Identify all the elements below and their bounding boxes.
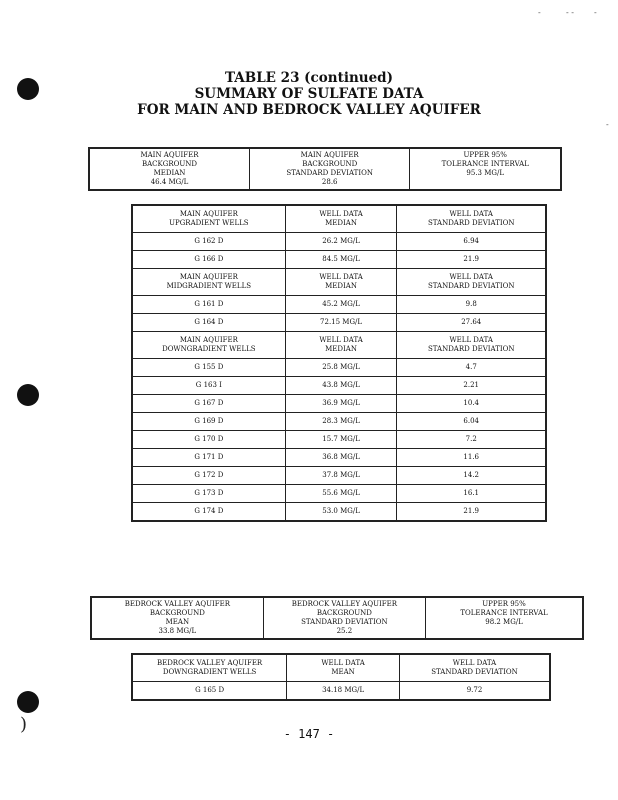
well-id-cell: G 172 D — [132, 467, 285, 485]
table-row — [132, 503, 546, 522]
table-title — [0, 70, 618, 118]
stddev-cell: 4.7 — [397, 359, 546, 377]
binder-hole-bottom — [17, 691, 39, 713]
median-cell: 34.18 MG/L — [287, 682, 400, 701]
header-cell: WELL DATA MEDIAN — [285, 269, 397, 296]
median-cell: 84.5 MG/L — [285, 251, 397, 269]
main-aquifer-summary — [88, 147, 562, 191]
table-row — [132, 413, 546, 431]
table-row — [132, 233, 546, 251]
main-background-stddev: MAIN AQUIFER BACKGROUND STANDARD DEVIATION 28.6 — [249, 148, 409, 190]
well-id-cell: G 169 D — [132, 413, 285, 431]
table-row — [132, 449, 546, 467]
median-cell: 53.0 MG/L — [285, 503, 397, 522]
title-line-2: SUMMARY OF SULFATE DATA — [194, 86, 424, 102]
table-row — [132, 682, 550, 701]
stddev-cell: 27.64 — [397, 314, 546, 332]
well-id-cell: G 165 D — [132, 682, 287, 701]
header-cell: WELL DATA STANDARD DEVIATION — [400, 654, 550, 682]
header-cell: MAIN AQUIFER UPGRADIENT WELLS — [132, 205, 285, 233]
page-number: - 147 - — [283, 727, 335, 741]
well-id-cell: G 171 D — [132, 449, 285, 467]
title-line-1: TABLE 23 (continued) — [225, 70, 393, 86]
median-cell: 28.3 MG/L — [285, 413, 397, 431]
median-cell: 43.8 MG/L — [285, 377, 397, 395]
table-row — [132, 314, 546, 332]
header-cell: BEDROCK VALLEY AQUIFER DOWNGRADIENT WELLS — [132, 654, 287, 682]
stddev-cell: 21.9 — [397, 503, 546, 522]
header-cell: WELL DATA MEAN — [287, 654, 400, 682]
stddev-cell: 9.8 — [397, 296, 546, 314]
title-line-3: FOR MAIN AND BEDROCK VALLEY AQUIFER — [137, 102, 481, 118]
well-id-cell: G 166 D — [132, 251, 285, 269]
well-id-cell: G 167 D — [132, 395, 285, 413]
median-cell: 25.8 MG/L — [285, 359, 397, 377]
table-row — [132, 467, 546, 485]
table-row — [132, 485, 546, 503]
well-id-cell: G 170 D — [132, 431, 285, 449]
median-cell: 26.2 MG/L — [285, 233, 397, 251]
well-id-cell: G 163 I — [132, 377, 285, 395]
section-header-row — [132, 205, 546, 233]
bedrock-aquifer-summary — [90, 596, 584, 640]
section-header-row — [132, 654, 550, 682]
header-cell: WELL DATA MEDIAN — [285, 332, 397, 359]
header-cell: WELL DATA MEDIAN — [285, 205, 397, 233]
stddev-cell: 2.21 — [397, 377, 546, 395]
table-row — [132, 431, 546, 449]
scan-mark-curl: ) — [20, 714, 28, 735]
stddev-cell: 21.9 — [397, 251, 546, 269]
median-cell: 15.7 MG/L — [285, 431, 397, 449]
table-row — [132, 251, 546, 269]
main-aquifer-well-table — [131, 204, 547, 522]
table-row — [132, 395, 546, 413]
stddev-cell: 16.1 — [397, 485, 546, 503]
well-id-cell: G 173 D — [132, 485, 285, 503]
well-id-cell: G 155 D — [132, 359, 285, 377]
binder-hole-middle — [17, 384, 39, 406]
well-id-cell: G 161 D — [132, 296, 285, 314]
bedrock-aquifer-well-table — [131, 653, 551, 701]
well-id-cell: G 164 D — [132, 314, 285, 332]
median-cell: 45.2 MG/L — [285, 296, 397, 314]
scan-mark-top-3: - — [594, 8, 597, 17]
header-cell: MAIN AQUIFER MIDGRADIENT WELLS — [132, 269, 285, 296]
well-id-cell: G 174 D — [132, 503, 285, 522]
median-cell: 55.6 MG/L — [285, 485, 397, 503]
scan-mark-top: - — [538, 8, 541, 17]
header-cell: WELL DATA STANDARD DEVIATION — [397, 205, 546, 233]
stddev-cell: 6.94 — [397, 233, 546, 251]
header-cell: WELL DATA STANDARD DEVIATION — [397, 269, 546, 296]
bedrock-background-mean: BEDROCK VALLEY AQUIFER BACKGROUND MEAN 33.8 MG/L — [91, 597, 263, 639]
median-cell: 36.9 MG/L — [285, 395, 397, 413]
table-row — [132, 377, 546, 395]
header-cell: MAIN AQUIFER DOWNGRADIENT WELLS — [132, 332, 285, 359]
stddev-cell: 10.4 — [397, 395, 546, 413]
median-cell: 72.15 MG/L — [285, 314, 397, 332]
scan-mark-right: - — [606, 120, 609, 129]
section-header-row — [132, 332, 546, 359]
stddev-cell: 6.04 — [397, 413, 546, 431]
stddev-cell: 9.72 — [400, 682, 550, 701]
bedrock-background-stddev: BEDROCK VALLEY AQUIFER BACKGROUND STANDARD DEVIATION 25.2 — [263, 597, 425, 639]
well-id-cell: G 162 D — [132, 233, 285, 251]
section-header-row — [132, 269, 546, 296]
bedrock-tolerance-interval: UPPER 95% TOLERANCE INTERVAL 98.2 MG/L — [426, 597, 583, 639]
main-tolerance-interval: UPPER 95% TOLERANCE INTERVAL 95.3 MG/L — [410, 148, 561, 190]
stddev-cell: 11.6 — [397, 449, 546, 467]
median-cell: 37.8 MG/L — [285, 467, 397, 485]
stddev-cell: 14.2 — [397, 467, 546, 485]
main-background-median: MAIN AQUIFER BACKGROUND MEDIAN 46.4 MG/L — [89, 148, 249, 190]
table-row — [132, 359, 546, 377]
header-cell: WELL DATA STANDARD DEVIATION — [397, 332, 546, 359]
scan-mark-top-2: - - — [566, 8, 574, 17]
table-row — [132, 296, 546, 314]
stddev-cell: 7.2 — [397, 431, 546, 449]
median-cell: 36.8 MG/L — [285, 449, 397, 467]
